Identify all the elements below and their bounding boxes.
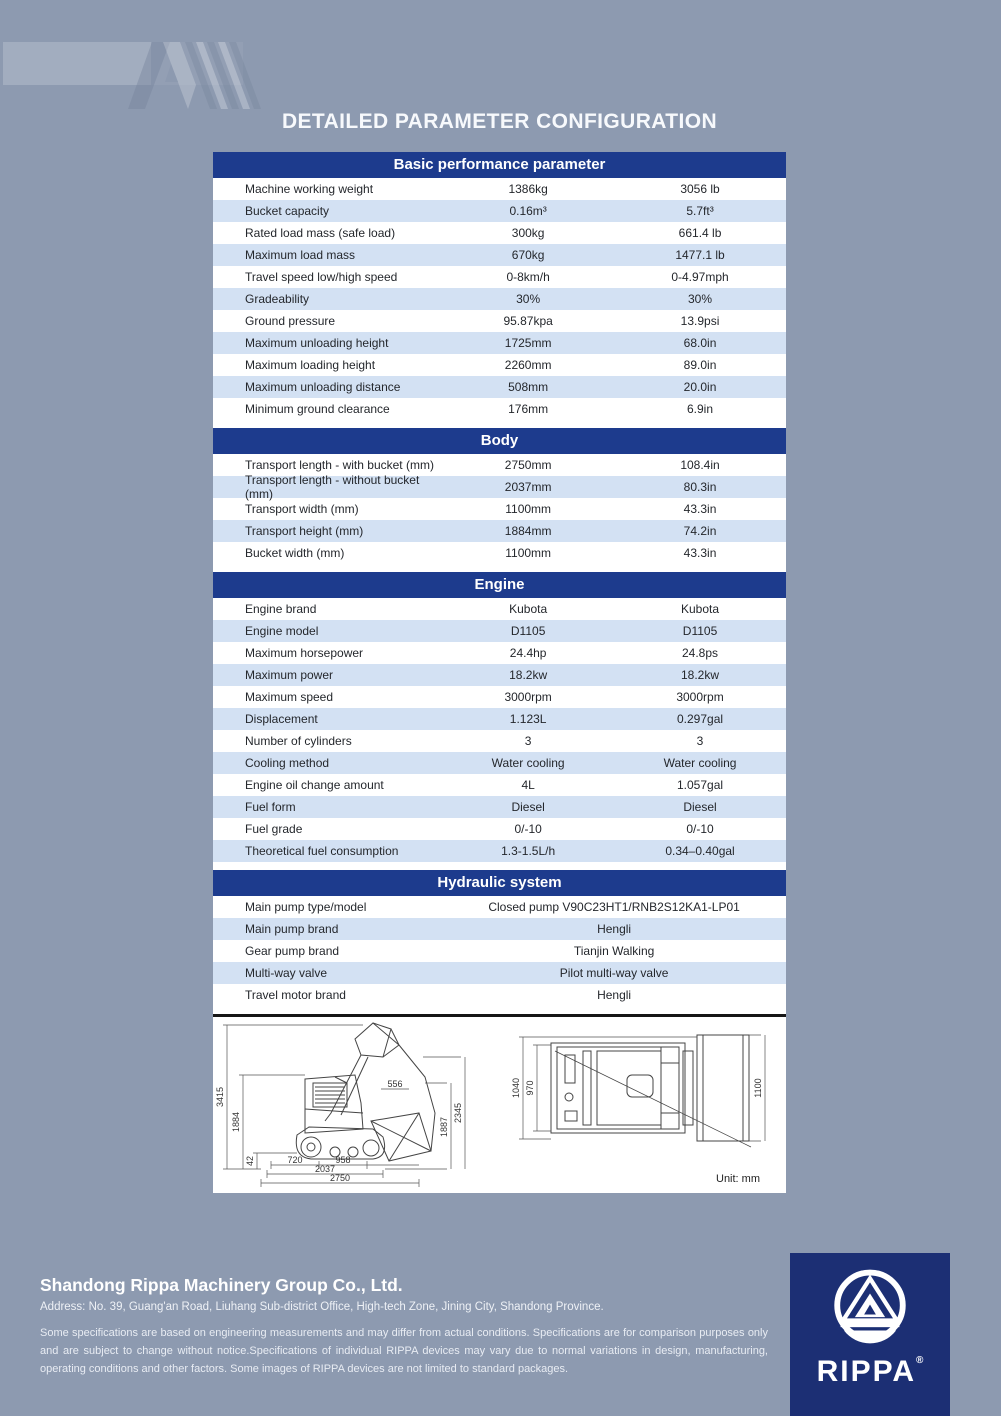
dim-height-a: 1887 [439, 1116, 449, 1138]
spec-row [213, 774, 786, 796]
spec-value-imperial: 89.0in [683, 358, 717, 372]
dim-length-without-bucket: 2037 [314, 1164, 336, 1174]
page-title: DETAILED PARAMETER CONFIGURATION [281, 110, 718, 133]
section-title: Body [213, 428, 786, 454]
spec-label: Engine model [245, 624, 319, 638]
spec-label: Maximum unloading height [245, 336, 389, 350]
spec-row [213, 918, 786, 940]
spec-label: Multi-way valve [245, 966, 328, 980]
spec-value-metric: 2037mm [504, 480, 552, 494]
brand-watermark [0, 38, 300, 118]
spec-row [213, 896, 786, 918]
spec-value-metric: 1100mm [505, 502, 552, 516]
spec-row [213, 288, 786, 310]
spec-value-metric: 3 [524, 734, 532, 748]
spec-value: Hengli [597, 988, 632, 1002]
spec-value-imperial: 43.3in [683, 502, 717, 516]
spec-row [213, 542, 786, 564]
spec-row [213, 664, 786, 686]
spec-value-metric: 2750mm [504, 458, 552, 472]
dim-dump-reach: 556 [387, 1079, 403, 1089]
spec-row [213, 244, 786, 266]
spec-value-imperial: 68.0in [683, 336, 717, 350]
spec-value-metric: 0.16m³ [509, 204, 547, 218]
spec-row [213, 376, 786, 398]
spec-value-metric: 670kg [511, 248, 545, 262]
spec-row [213, 222, 786, 244]
rippa-wordmark-text: RIPPA [816, 1355, 917, 1388]
spec-value-imperial: 0/-10 [686, 822, 714, 836]
spec-value-metric: 18.2kw [509, 668, 548, 682]
registered-mark: ® [916, 1355, 924, 1366]
section-title: Hydraulic system [213, 870, 786, 896]
spec-row [213, 708, 786, 730]
spec-value-imperial: 6.9in [687, 402, 714, 416]
rippa-emblem-icon [828, 1265, 912, 1349]
spec-row [213, 730, 786, 752]
rippa-wordmark [790, 1356, 950, 1387]
spec-label: Gear pump brand [245, 944, 340, 958]
spec-label: Engine oil change amount [245, 778, 384, 792]
spec-value-metric: Water cooling [491, 756, 565, 770]
section-title: Basic performance parameter [213, 152, 786, 178]
spec-label: Minimum ground clearance [245, 402, 390, 416]
spec-value-imperial: 5.7ft³ [686, 204, 714, 218]
spec-value-imperial: 108.4in [680, 458, 720, 472]
spec-row [213, 818, 786, 840]
spec-value-metric: 24.4hp [509, 646, 547, 660]
spec-row [213, 178, 786, 200]
spec-panel [213, 152, 786, 1193]
spec-label: Transport length - with bucket (mm) [245, 458, 434, 472]
spec-section [213, 870, 786, 1006]
spec-value-imperial: Kubota [681, 602, 720, 616]
company-address: Address: No. 39, Guang'an Road, Liuhang Sub-district Office, High-tech Zone, Jining City, Shandong Province. [40, 1301, 604, 1313]
spec-value-metric: 1.3-1.5L/h [501, 844, 556, 858]
spec-value-metric: 176mm [508, 402, 549, 416]
spec-value-imperial: 18.2kw [681, 668, 720, 682]
brand-watermark-icon [0, 38, 300, 118]
spec-label: Travel speed low/high speed [245, 270, 398, 284]
spec-value-metric: 2260mm [504, 358, 552, 372]
company-name: Shandong Rippa Machinery Group Co., Ltd. [40, 1275, 403, 1295]
spec-row [213, 520, 786, 542]
spec-value-metric: 95.87kpa [503, 314, 553, 328]
dim-ground-clearance: 42 [245, 1155, 255, 1167]
spec-row [213, 642, 786, 664]
disclaimer-text: Some specifications are based on engineering measurements and may differ from actual conditions. Specifications are for comparison purposes only and are subject to change without notice.Specifications of individual RIPPA devices may vary due to normal variations in design, manufacturing, operating conditions and other factors. Some images of RIPPA devices are not limited to standard packages. [40, 1327, 768, 1376]
spec-row [213, 598, 786, 620]
spec-row [213, 840, 786, 862]
spec-row [213, 354, 786, 376]
spec-label: Fuel form [245, 800, 296, 814]
spec-section [213, 152, 786, 420]
brand-logo [790, 1253, 950, 1416]
spec-label: Maximum power [245, 668, 334, 682]
dim-overall-length: 2750 [329, 1173, 351, 1183]
spec-section [213, 428, 786, 564]
spec-value: Tianjin Walking [573, 944, 655, 958]
spec-value: Pilot multi-way valve [559, 966, 669, 980]
spec-label: Bucket width (mm) [245, 546, 345, 560]
section-title: Engine [213, 572, 786, 598]
spec-label: Theoretical fuel consumption [245, 844, 399, 858]
spec-value-imperial: 661.4 lb [678, 226, 722, 240]
dim-bucket-width: 1100 [753, 1078, 763, 1098]
spec-value-metric: D1105 [510, 624, 546, 638]
spec-value-metric: 1725mm [504, 336, 552, 350]
spec-value-metric: 1386kg [508, 182, 548, 196]
spec-label: Main pump type/model [245, 900, 367, 914]
dim-overall-width: 1040 [511, 1077, 521, 1099]
dim-track-width: 970 [525, 1080, 535, 1096]
spec-label: Transport width (mm) [245, 502, 359, 516]
spec-row [213, 796, 786, 818]
spec-row [213, 498, 786, 520]
spec-label: Maximum horsepower [245, 646, 364, 660]
spec-label: Main pump brand [245, 922, 339, 936]
spec-section [213, 572, 786, 862]
spec-label: Transport length - without bucket (mm) [245, 473, 420, 501]
dim-transport-height: 1884 [231, 1111, 241, 1133]
dim-wheelbase-front: 720 [287, 1155, 303, 1165]
dim-overall-height: 3415 [215, 1086, 225, 1108]
spec-label: Cooling method [245, 756, 330, 770]
dimension-diagram [213, 1014, 786, 1193]
spec-row [213, 940, 786, 962]
spec-value-imperial: D1105 [682, 624, 718, 638]
spec-row [213, 620, 786, 642]
spec-label: Gradeability [245, 292, 310, 306]
spec-label: Machine working weight [245, 182, 374, 196]
spec-value-imperial: 0.297gal [677, 712, 724, 726]
spec-row [213, 332, 786, 354]
spec-row [213, 266, 786, 288]
spec-row [213, 200, 786, 222]
spec-row [213, 686, 786, 708]
spec-value-imperial: 3 [696, 734, 704, 748]
spec-value-imperial: 3056 lb [680, 182, 720, 196]
spec-label: Fuel grade [245, 822, 303, 836]
spec-row [213, 310, 786, 332]
spec-value-imperial: 0.34–0.40gal [665, 844, 735, 858]
unit-note: Unit: mm [716, 1173, 760, 1185]
spec-value-metric: Diesel [511, 800, 545, 814]
spec-value-imperial: Diesel [683, 800, 717, 814]
spec-value-metric: 0/-10 [514, 822, 542, 836]
spec-row [213, 984, 786, 1006]
spec-value-imperial: 1.057gal [677, 778, 724, 792]
spec-value-metric: 3000rpm [504, 690, 552, 704]
spec-value-metric: 30% [516, 292, 541, 306]
spec-value-metric: 300kg [511, 226, 545, 240]
spec-value-imperial: 3000rpm [676, 690, 724, 704]
spec-value-metric: 4L [521, 778, 535, 792]
spec-row [213, 752, 786, 774]
machine-drawings-icon [213, 1017, 786, 1187]
spec-label: Rated load mass (safe load) [245, 226, 396, 240]
spec-label: Maximum load mass [245, 248, 356, 262]
spec-value-imperial: 20.0in [683, 380, 717, 394]
spec-value-imperial: 24.8ps [682, 646, 719, 660]
spec-label: Maximum loading height [245, 358, 376, 372]
dim-height-b: 2345 [453, 1102, 463, 1124]
spec-value-metric: 1100mm [505, 546, 552, 560]
spec-value-metric: Kubota [509, 602, 548, 616]
spec-label: Maximum unloading distance [245, 380, 401, 394]
spec-value: Hengli [597, 922, 632, 936]
spec-value-imperial: 80.3in [683, 480, 717, 494]
spec-value: Closed pump V90C23HT1/RNB2S12KA1-LP01 [488, 900, 740, 914]
spec-label: Bucket capacity [245, 204, 330, 218]
spec-label: Displacement [245, 712, 318, 726]
spec-label: Ground pressure [245, 314, 336, 328]
spec-value-imperial: 30% [688, 292, 713, 306]
spec-value-imperial: 1477.1 lb [675, 248, 725, 262]
spec-value-imperial: Water cooling [663, 756, 737, 770]
spec-value-metric: 0-8km/h [506, 270, 550, 284]
spec-row [213, 962, 786, 984]
spec-value-metric: 508mm [508, 380, 549, 394]
spec-value-imperial: 0-4.97mph [671, 270, 729, 284]
spec-value-imperial: 74.2in [683, 524, 717, 538]
spec-tables [213, 152, 786, 1006]
spec-value-metric: 1.123L [509, 712, 547, 726]
spec-label: Maximum speed [245, 690, 334, 704]
spec-label: Transport height (mm) [245, 524, 364, 538]
spec-value-metric: 1884mm [504, 524, 552, 538]
spec-label: Travel motor brand [245, 988, 346, 1002]
spec-label: Number of cylinders [245, 734, 352, 748]
spec-value-imperial: 13.9psi [680, 314, 720, 328]
spec-label: Engine brand [245, 602, 317, 616]
spec-row [213, 473, 786, 501]
spec-value-imperial: 43.3in [683, 546, 717, 560]
spec-row [213, 398, 786, 420]
dim-track-length: 958 [335, 1155, 351, 1165]
